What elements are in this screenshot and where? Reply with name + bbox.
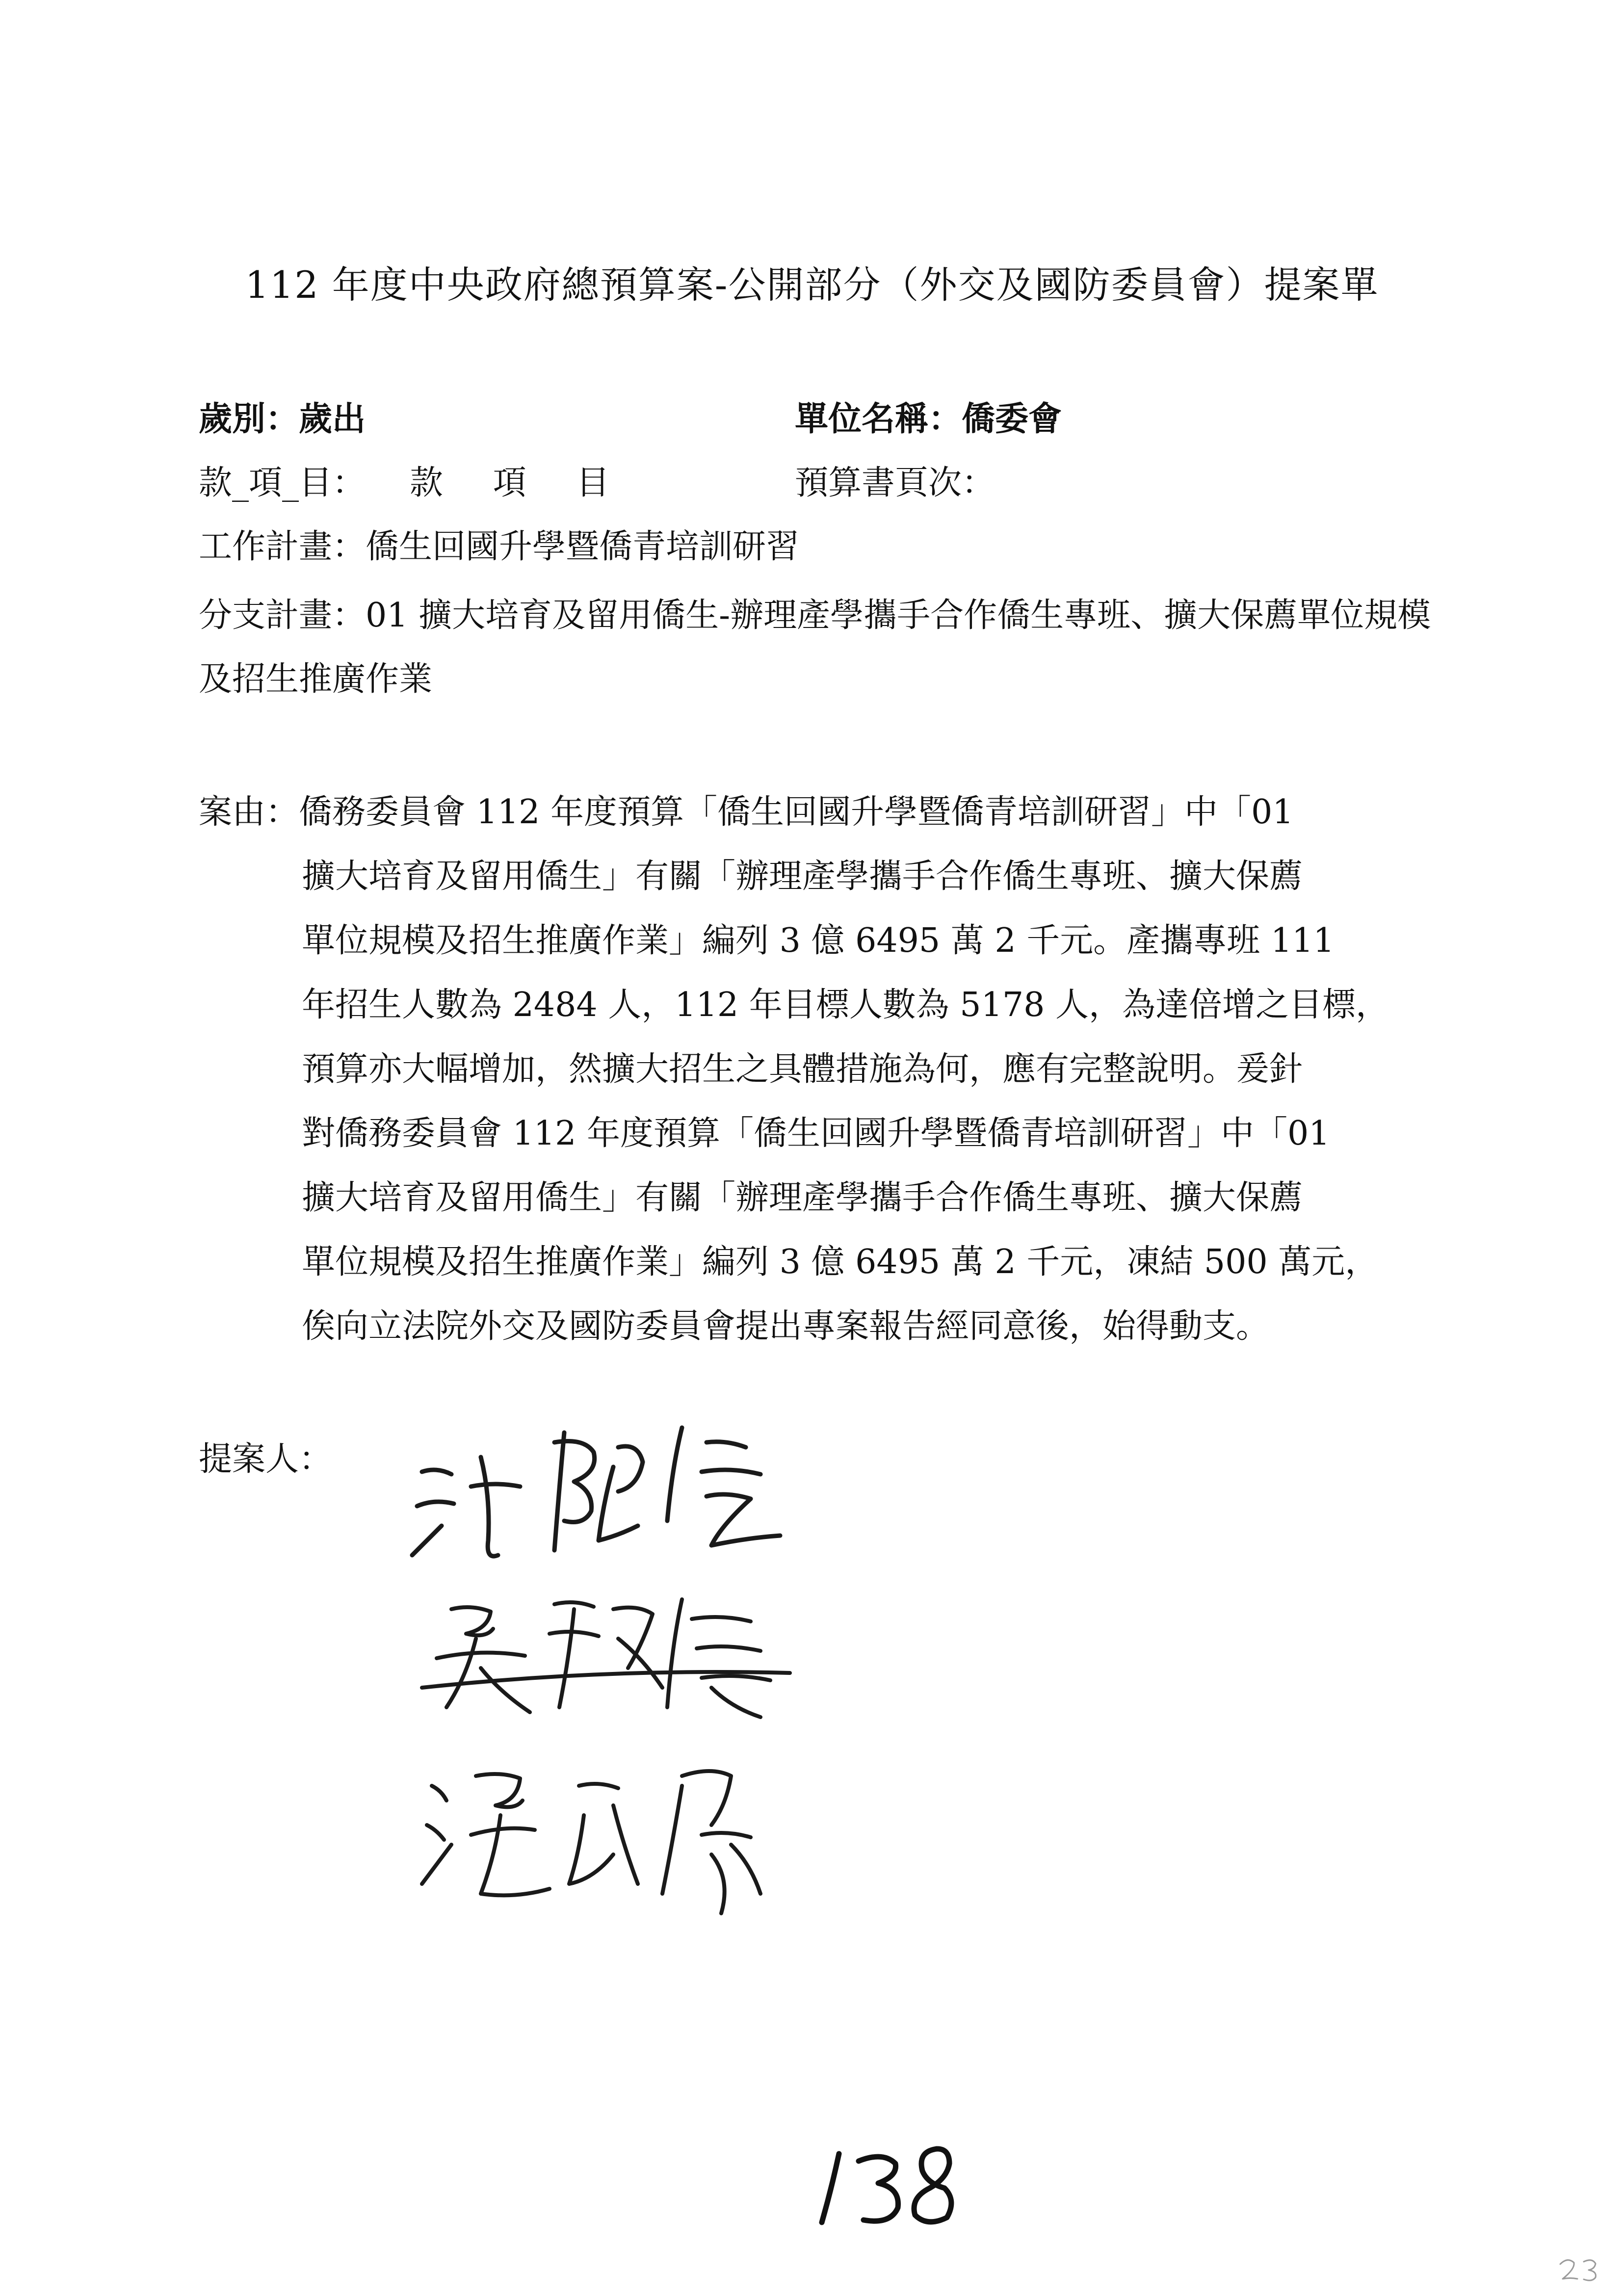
unit-name-field: 單位名稱：僑委會 bbox=[795, 399, 1062, 439]
handwritten-page-number bbox=[805, 2129, 971, 2232]
branch-plan-field: 分支計畫：01 擴大培育及留用僑生-辦理產學攜手合作僑生專班、擴大保薦單位規模及招生推廣作業 bbox=[199, 596, 1431, 699]
cause-line: 預算亦大幅增加，然擴大招生之具體措施為何，應有完整說明。爰針 bbox=[302, 1050, 1303, 1089]
signature-2 bbox=[422, 1599, 790, 1717]
cause-line: 年招生人數為 2484 人，112 年目標人數為 5178 人，為達倍增之目標， bbox=[302, 986, 1389, 1024]
year-type-field: 歲別：歲出 bbox=[199, 399, 366, 439]
cause-line: 案由：僑務委員會 112 年度預算「僑生回國升學暨僑青培訓研習」中「01 bbox=[199, 793, 1294, 832]
cause-line: 對僑務委員會 112 年度預算「僑生回國升學暨僑青培訓研習」中「01 bbox=[302, 1114, 1330, 1153]
section-field bbox=[199, 456, 629, 504]
section-value: 款 項 目 bbox=[410, 464, 629, 502]
cause-paragraph bbox=[199, 780, 1445, 1358]
budget-page-field: 預算書頁次： bbox=[795, 464, 995, 502]
cause-line: 單位規模及招生推廣作業」編列 3 億 6495 萬 2 千元。產攜專班 111 bbox=[302, 921, 1335, 960]
signature-1 bbox=[412, 1428, 780, 1556]
section-label: 款_項_目： bbox=[199, 464, 366, 502]
cause-line: 俟向立法院外交及國防委員會提出專案報告經同意後，始得動支。 bbox=[302, 1307, 1270, 1346]
document-title: 112 年度中央政府總預算案-公開部分（外交及國防委員會）提案單 bbox=[245, 263, 1379, 307]
signature-3 bbox=[422, 1771, 760, 1913]
cause-line: 單位規模及招生推廣作業」編列 3 億 6495 萬 2 千元，凍結 500 萬元， bbox=[302, 1243, 1379, 1281]
work-plan-field: 工作計畫：僑生回國升學暨僑青培訓研習 bbox=[199, 527, 800, 566]
proposer-signatures bbox=[407, 1413, 898, 1928]
handwritten-page-number-text: 138 bbox=[805, 2129, 806, 2130]
cause-line: 擴大培育及留用僑生」有關「辦理產學攜手合作僑生專班、擴大保薦 bbox=[302, 857, 1303, 896]
proposer-label: 提案人： bbox=[199, 1440, 333, 1479]
corner-page-number bbox=[1555, 2252, 1604, 2286]
cause-line: 擴大培育及留用僑生」有關「辦理產學攜手合作僑生專班、擴大保薦 bbox=[302, 1178, 1303, 1217]
